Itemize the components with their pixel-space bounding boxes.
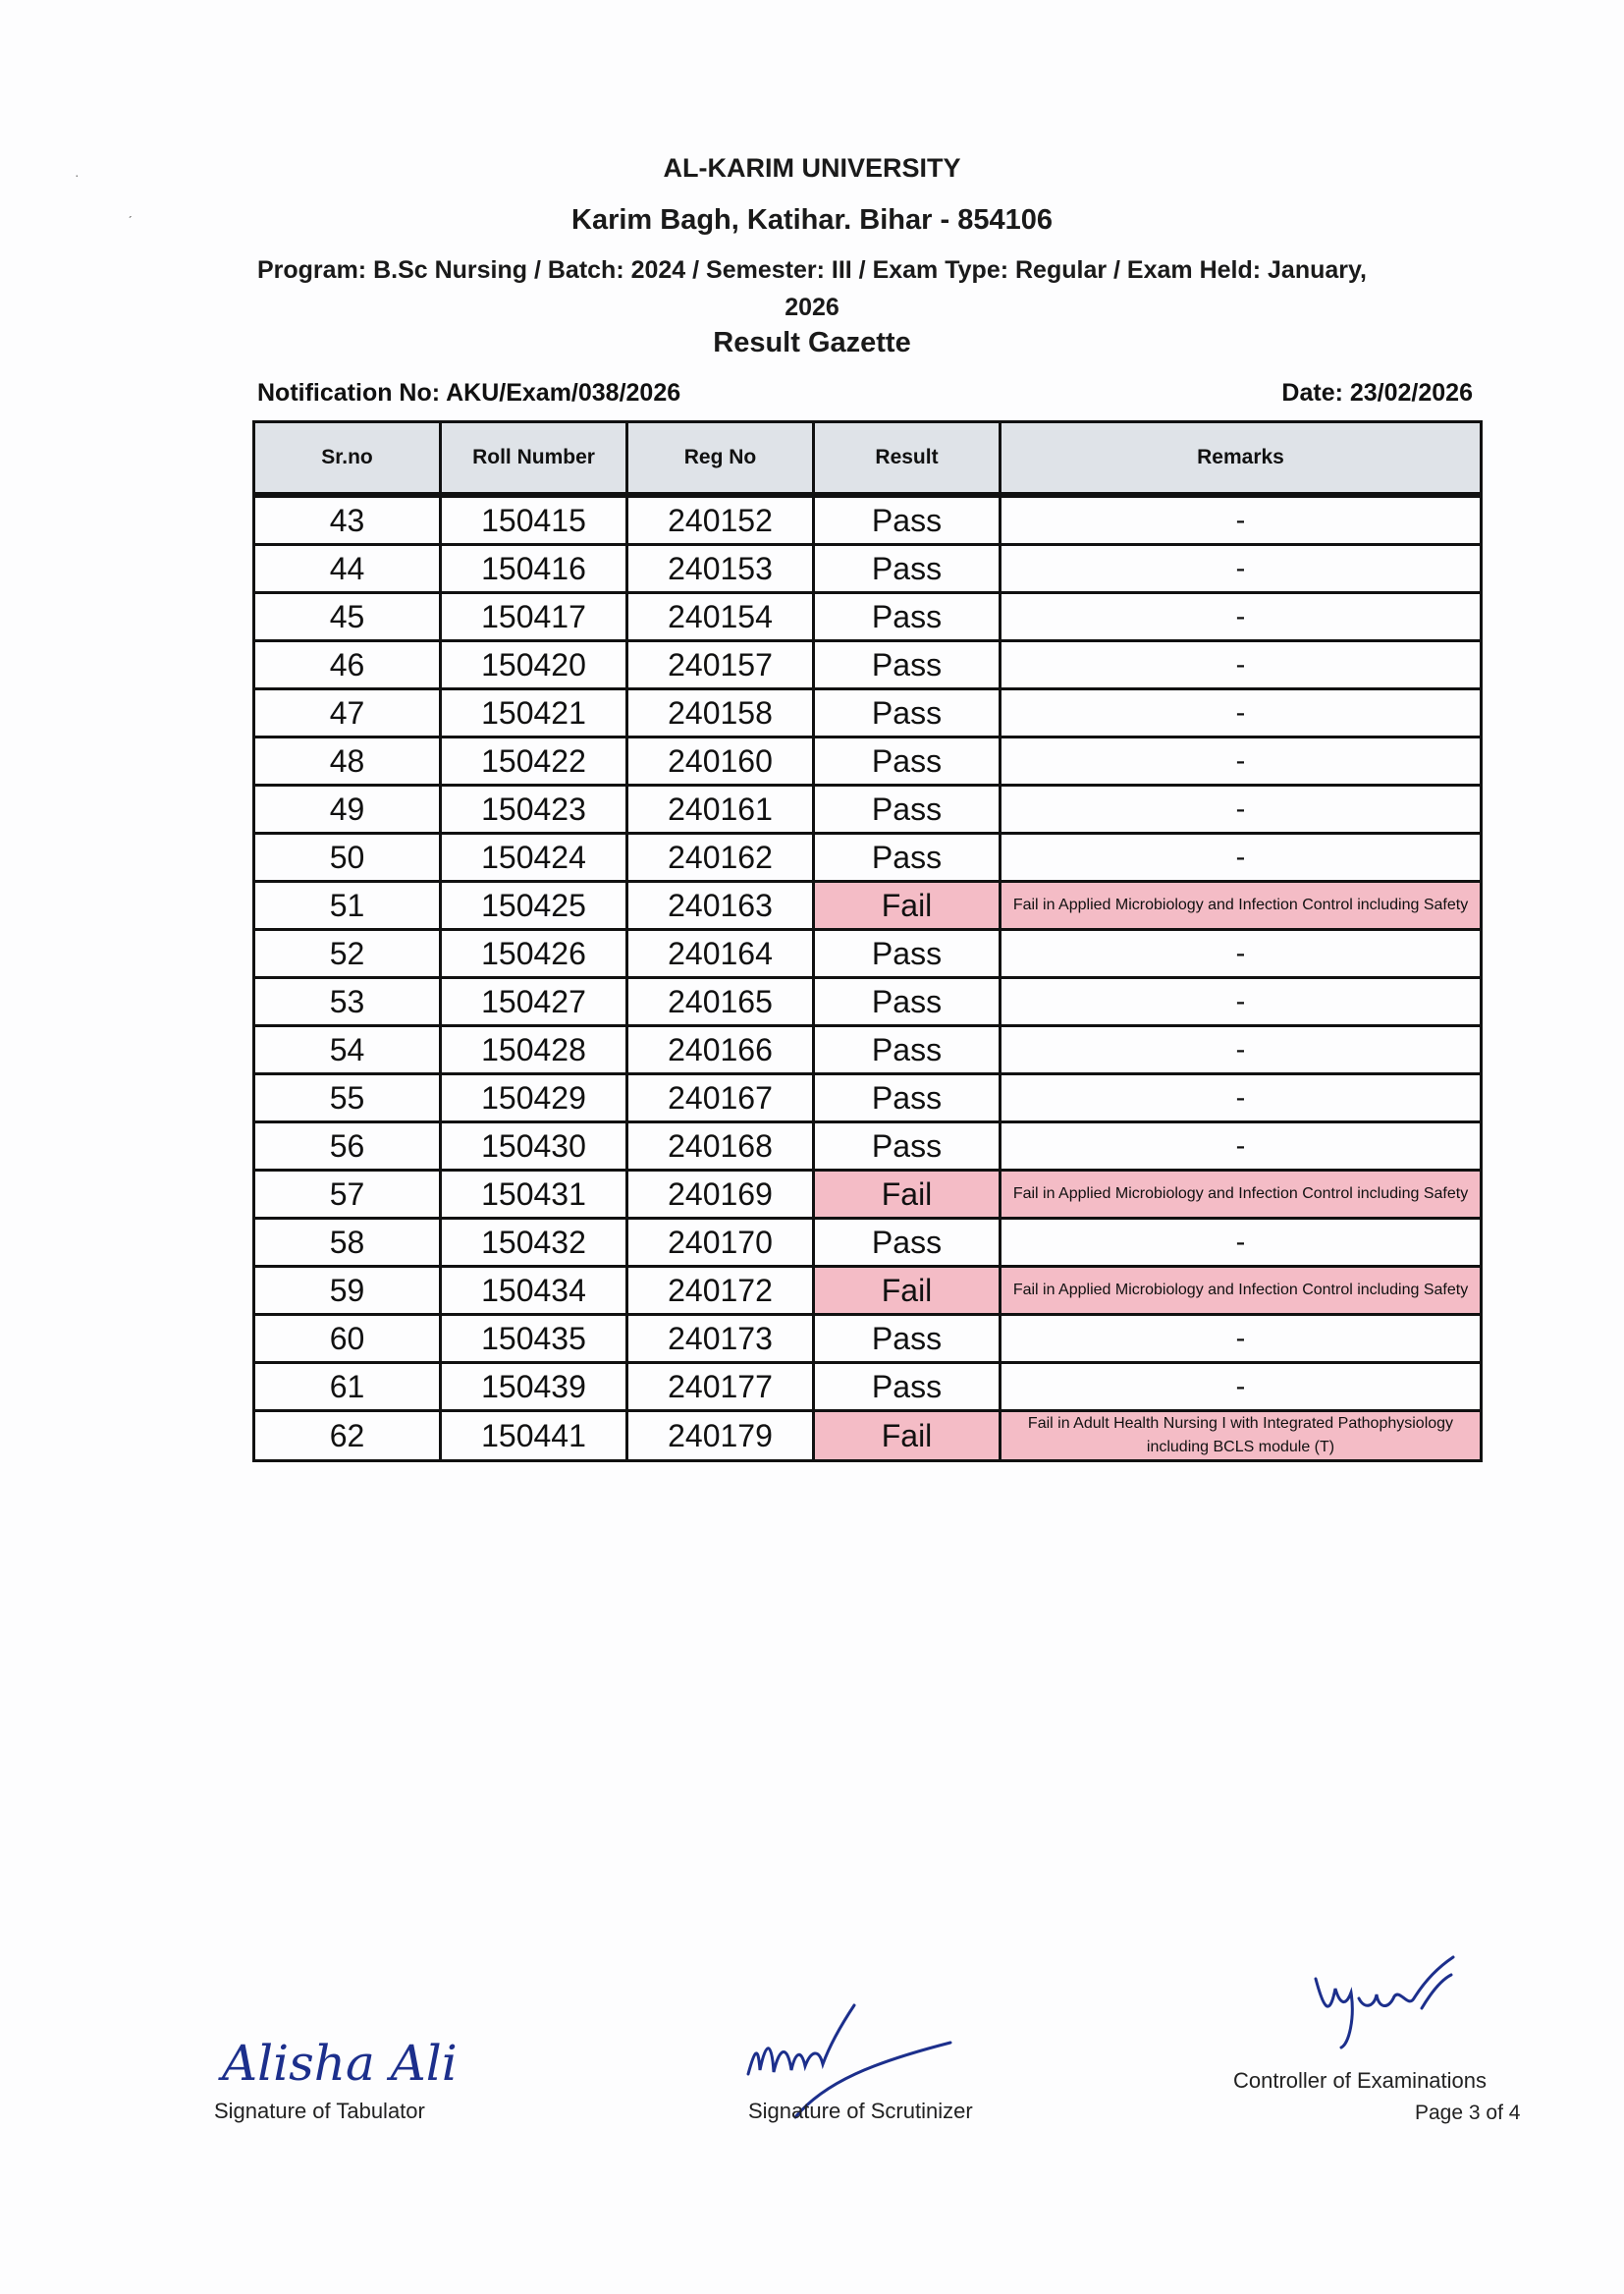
- cell-result: Fail: [814, 1171, 1001, 1219]
- cell-reg-no: 240170: [627, 1219, 814, 1267]
- cell-sr-no: 47: [254, 689, 441, 737]
- cell-roll-number: 150432: [441, 1219, 627, 1267]
- cell-result: Pass: [814, 593, 1001, 641]
- cell-remarks: -: [1001, 641, 1482, 689]
- table-row: [254, 786, 1482, 834]
- cell-remarks: -: [1001, 689, 1482, 737]
- cell-result: Fail: [814, 1411, 1001, 1461]
- cell-remarks: -: [1001, 786, 1482, 834]
- cell-roll-number: 150431: [441, 1171, 627, 1219]
- notification-date: Date: 23/02/2026: [1281, 379, 1473, 407]
- notification-number: Notification No: AKU/Exam/038/2026: [257, 379, 681, 407]
- controller-label: Controller of Examinations: [1233, 2068, 1488, 2093]
- cell-reg-no: 240169: [627, 1171, 814, 1219]
- cell-roll-number: 150425: [441, 882, 627, 930]
- table-row: [254, 593, 1482, 641]
- cell-sr-no: 61: [254, 1363, 441, 1411]
- cell-reg-no: 240177: [627, 1363, 814, 1411]
- cell-sr-no: 46: [254, 641, 441, 689]
- cell-reg-no: 240172: [627, 1267, 814, 1315]
- cell-remarks: -: [1001, 593, 1482, 641]
- scrutinizer-label: Signature of Scrutinizer: [748, 2099, 973, 2123]
- gazette-title: Result Gazette: [713, 327, 911, 358]
- cell-sr-no: 51: [254, 882, 441, 930]
- cell-reg-no: 240167: [627, 1074, 814, 1122]
- cell-sr-no: 59: [254, 1267, 441, 1315]
- cell-roll-number: 150435: [441, 1315, 627, 1363]
- cell-roll-number: 150441: [441, 1411, 627, 1461]
- cell-sr-no: 55: [254, 1074, 441, 1122]
- table-header-row: [254, 422, 1482, 496]
- cell-sr-no: 44: [254, 545, 441, 593]
- table-row: [254, 930, 1482, 978]
- table-row: [254, 834, 1482, 882]
- cell-reg-no: 240153: [627, 545, 814, 593]
- col-header-result: Result: [814, 422, 1001, 496]
- cell-reg-no: 240161: [627, 786, 814, 834]
- scan-speck: ·: [75, 167, 80, 183]
- table-row: [254, 1219, 1482, 1267]
- cell-result: Pass: [814, 641, 1001, 689]
- table-row: [254, 1363, 1482, 1411]
- cell-result: Pass: [814, 834, 1001, 882]
- table-row: [254, 882, 1482, 930]
- cell-roll-number: 150429: [441, 1074, 627, 1122]
- table-row: [254, 1122, 1482, 1171]
- cell-roll-number: 150420: [441, 641, 627, 689]
- cell-result: Pass: [814, 545, 1001, 593]
- cell-sr-no: 52: [254, 930, 441, 978]
- cell-sr-no: 45: [254, 593, 441, 641]
- cell-remarks: -: [1001, 978, 1482, 1026]
- cell-roll-number: 150416: [441, 545, 627, 593]
- table-row: [254, 495, 1482, 545]
- cell-sr-no: 62: [254, 1411, 441, 1461]
- table-row: [254, 1074, 1482, 1122]
- cell-remarks: -: [1001, 1074, 1482, 1122]
- cell-sr-no: 53: [254, 978, 441, 1026]
- cell-remarks: -: [1001, 1219, 1482, 1267]
- cell-reg-no: 240158: [627, 689, 814, 737]
- cell-reg-no: 240154: [627, 593, 814, 641]
- cell-result: Pass: [814, 1122, 1001, 1171]
- cell-remarks: Fail in Applied Microbiology and Infection Control including Safety: [1001, 1171, 1482, 1219]
- table-row: [254, 737, 1482, 786]
- cell-reg-no: 240173: [627, 1315, 814, 1363]
- cell-roll-number: 150423: [441, 786, 627, 834]
- cell-roll-number: 150427: [441, 978, 627, 1026]
- cell-sr-no: 43: [254, 495, 441, 545]
- cell-sr-no: 48: [254, 737, 441, 786]
- table-row: [254, 1411, 1482, 1461]
- cell-reg-no: 240179: [627, 1411, 814, 1461]
- table-row: [254, 978, 1482, 1026]
- cell-roll-number: 150428: [441, 1026, 627, 1074]
- cell-result: Pass: [814, 495, 1001, 545]
- cell-result: Pass: [814, 737, 1001, 786]
- cell-reg-no: 240165: [627, 978, 814, 1026]
- cell-result: Pass: [814, 689, 1001, 737]
- tabulator-label: Signature of Tabulator: [214, 2099, 425, 2123]
- cell-reg-no: 240168: [627, 1122, 814, 1171]
- cell-roll-number: 150434: [441, 1267, 627, 1315]
- tabulator-signature: Alisha Ali: [222, 2035, 458, 2092]
- table-row: [254, 1267, 1482, 1315]
- cell-reg-no: 240157: [627, 641, 814, 689]
- controller-signature-icon: [1306, 1949, 1473, 2057]
- cell-remarks: -: [1001, 737, 1482, 786]
- university-name: AL-KARIM UNIVERSITY: [663, 153, 961, 183]
- cell-result: Fail: [814, 882, 1001, 930]
- cell-sr-no: 60: [254, 1315, 441, 1363]
- cell-sr-no: 57: [254, 1171, 441, 1219]
- cell-reg-no: 240164: [627, 930, 814, 978]
- cell-reg-no: 240163: [627, 882, 814, 930]
- cell-result: Pass: [814, 1315, 1001, 1363]
- cell-result: Pass: [814, 1219, 1001, 1267]
- cell-roll-number: 150426: [441, 930, 627, 978]
- cell-remarks: -: [1001, 495, 1482, 545]
- cell-result: Pass: [814, 1363, 1001, 1411]
- cell-remarks: -: [1001, 1363, 1482, 1411]
- university-address: Karim Bagh, Katihar. Bihar - 854106: [571, 204, 1053, 236]
- cell-roll-number: 150439: [441, 1363, 627, 1411]
- cell-result: Fail: [814, 1267, 1001, 1315]
- cell-remarks: -: [1001, 834, 1482, 882]
- cell-sr-no: 49: [254, 786, 441, 834]
- cell-result: Pass: [814, 786, 1001, 834]
- cell-remarks: Fail in Applied Microbiology and Infection Control including Safety: [1001, 882, 1482, 930]
- table-row: [254, 641, 1482, 689]
- cell-result: Pass: [814, 978, 1001, 1026]
- scan-speck: ˏ: [128, 202, 133, 218]
- col-header-remarks: Remarks: [1001, 422, 1482, 496]
- cell-remarks: -: [1001, 1122, 1482, 1171]
- table-row: [254, 689, 1482, 737]
- cell-roll-number: 150417: [441, 593, 627, 641]
- cell-result: Pass: [814, 1026, 1001, 1074]
- table-row: [254, 1315, 1482, 1363]
- cell-remarks: -: [1001, 930, 1482, 978]
- cell-remarks: -: [1001, 1026, 1482, 1074]
- cell-result: Pass: [814, 1074, 1001, 1122]
- cell-sr-no: 56: [254, 1122, 441, 1171]
- cell-remarks: -: [1001, 545, 1482, 593]
- col-header-sr-no: Sr.no: [254, 422, 441, 496]
- cell-roll-number: 150424: [441, 834, 627, 882]
- cell-remarks: Fail in Adult Health Nursing I with Integrated Pathophysiology including BCLS module (T): [1001, 1411, 1482, 1461]
- table-row: [254, 1026, 1482, 1074]
- cell-reg-no: 240152: [627, 495, 814, 545]
- cell-roll-number: 150430: [441, 1122, 627, 1171]
- cell-sr-no: 54: [254, 1026, 441, 1074]
- cell-sr-no: 58: [254, 1219, 441, 1267]
- col-header-roll-number: Roll Number: [441, 422, 627, 496]
- col-header-reg-no: Reg No: [627, 422, 814, 496]
- page-number: Page 3 of 4: [1415, 2102, 1521, 2124]
- table-row: [254, 545, 1482, 593]
- cell-roll-number: 150415: [441, 495, 627, 545]
- cell-roll-number: 150422: [441, 737, 627, 786]
- cell-reg-no: 240162: [627, 834, 814, 882]
- program-details: Program: B.Sc Nursing / Batch: 2024 / Semester: III / Exam Type: Regular / Exam Held: January, 2026: [256, 256, 1367, 321]
- cell-result: Pass: [814, 930, 1001, 978]
- cell-reg-no: 240160: [627, 737, 814, 786]
- cell-reg-no: 240166: [627, 1026, 814, 1074]
- cell-remarks: Fail in Applied Microbiology and Infection Control including Safety: [1001, 1267, 1482, 1315]
- table-row: [254, 1171, 1482, 1219]
- results-table: [252, 420, 1483, 1462]
- cell-roll-number: 150421: [441, 689, 627, 737]
- cell-sr-no: 50: [254, 834, 441, 882]
- cell-remarks: -: [1001, 1315, 1482, 1363]
